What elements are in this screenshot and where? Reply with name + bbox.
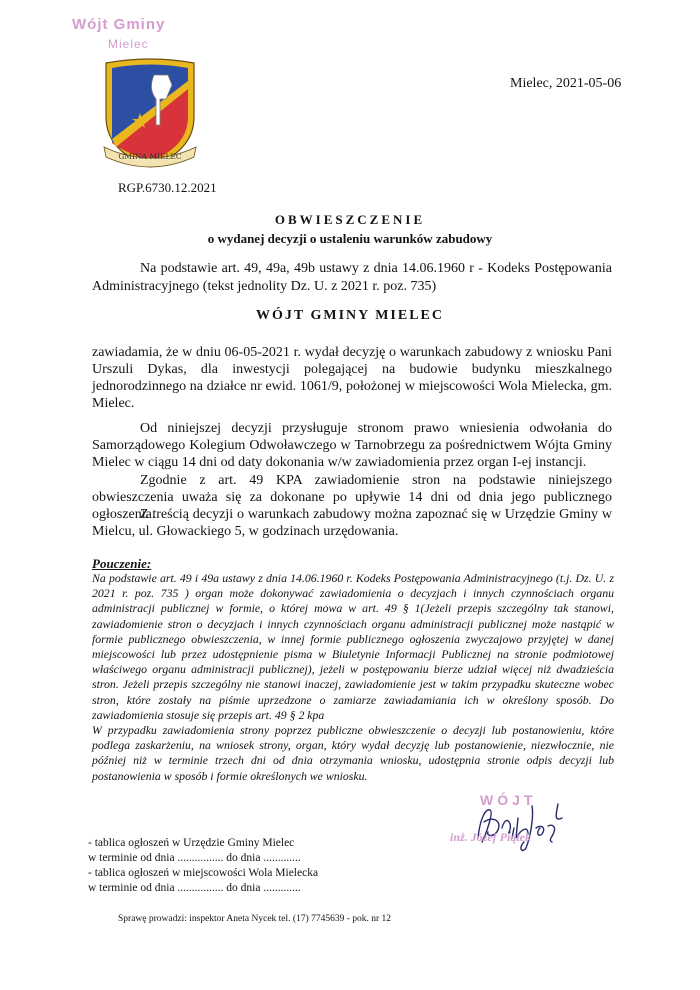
authority-heading: WÓJT GMINY MIELEC [255, 308, 444, 323]
kpa-paragraph: Zgodnie z art. 49 KPA zawiadomienie stron na podstawie niniejszego obwieszczenia uważa się za dokonane po upływie 14 dni od dnia jego publicznego ogłoszenia. [92, 473, 612, 522]
posting-period: w terminie od dnia ................ do dnia ............. [88, 882, 301, 894]
stamp-office-name: Wójt Gminy [72, 16, 166, 33]
document-subtitle: o wydanej decyzji o ustaleniu warunków zabudowy [207, 231, 493, 246]
viewing-paragraph: Z treścią decyzji o warunkach zabudowy można zapoznać się w Urzędzie Gminy w Mielcu, ul. Głowackiego 5, w godzinach urzędowania. [92, 507, 612, 539]
posting-place: - tablica ogłoszeń w miejscowości Wola Mielecka [88, 867, 319, 879]
signature-stamp-title: WÓJT [480, 792, 537, 808]
coat-of-arms-crest [98, 55, 202, 173]
appeal-paragraph: Od niniejszej decyzji przysługuje stronom prawo wniesienia odwołania do Samorządowego Kolegium Odwoławczego w Tarnobrzegu za pośrednictwem Wójta Gminy Mielec w ciągu 14 dni od daty dokonania w/w zawiadomienia przez organ I-ej instancji. [92, 421, 612, 470]
decision-notice-paragraph: zawiadamia, że w dniu 06-05-2021 r. wydał decyzję o warunkach zabudowy z wniosku Pani Urszuli Dykas, dla inwestycji polegającej na budowie budynku mieszkalnego jednorodzinnego na działce nr ewid. 1061/9, położonej w miejscowości Wola Mielecka, gm. Mielec. [92, 345, 612, 411]
instruction-body [92, 571, 614, 784]
legal-basis-paragraph: Na podstawie art. 49, 49a, 49b ustawy z dnia 14.06.1960 r - Kodeks Postępowania Administracyjnego (tekst jednolity Dz. U. z 2021 r. poz. 735) [92, 261, 612, 294]
stamp-office-place: Mielec [108, 37, 149, 51]
posting-place: - tablica ogłoszeń w Urzędzie Gminy Mielec [88, 837, 295, 849]
instruction-paragraph: Na podstawie art. 49 i 49a ustawy z dnia 14.06.1960 r. Kodeks Postępowania Administracyjnego (t.j. Dz. U. z 2021 r. poz. 735 ) organ może dokonywać zawiadomienia o decyzjach i innych czynnościach organu administracji publicznej w formie, o której mowa w art. 49 § 1(Jeżeli przepis szczególny tak stanowi, zawiadomienie stron o decyzjach i innych czynnościach organu administracji publicznej może nastąpić w formie publicznego obwieszczenia, w innej formie publicznego ogłoszenia zwyczajowo przyjętej w danej miejscowości lub przez udostępnienie pisma w Biuletynie Informacji Publicznej na stronie podmiotowej właściwego organu administracji publicznej), jeżeli w postępowaniu bierze udział więcej niż dwadzieścia stron. Jeżeli przepis szczególny nie stanowi inaczej, zawiadomienie jest w takim przypadku skuteczne wobec stron, które zostały na piśmie uprzedzone o zamiarze zawiadamiania ich w określony sposób. Do zawiadomienia stosuje się przepis art. 49 § 2 kpa [92, 571, 614, 722]
posting-period: w terminie od dnia ................ do dnia ............. [88, 852, 301, 864]
instruction-paragraph: W przypadku zawiadomienia strony poprzez publiczne obwieszczenie o decyzji lub postanowieniu, które podlega zaskarżeniu, na wniosek strony, organ, który wydał decyzję lub postanowienie, niezwłocznie, nie później niż w terminie trzech dni od dnia otrzymania wniosku, udostępnia stronie odpis decyzji lub postanowienia w sposób i formie określonych we wniosku. [92, 723, 614, 783]
posting-list [88, 836, 318, 896]
document-title: OBWIESZCZENIE [274, 212, 426, 227]
reference-number: RGP.6730.12.2021 [118, 180, 217, 195]
crest-motto-text: GMINA MIELEC [118, 152, 182, 161]
instruction-heading: Pouczenie: [92, 556, 152, 571]
case-handler-contact: Sprawę prowadzi: inspektor Aneta Nycek tel. (17) 7745639 - pok. nr 12 [118, 914, 392, 924]
handwritten-signature [472, 798, 572, 854]
signature-stamp-name: inż. Józef Piątek [450, 830, 531, 844]
document-date: Mielec, 2021-05-06 [510, 76, 622, 91]
